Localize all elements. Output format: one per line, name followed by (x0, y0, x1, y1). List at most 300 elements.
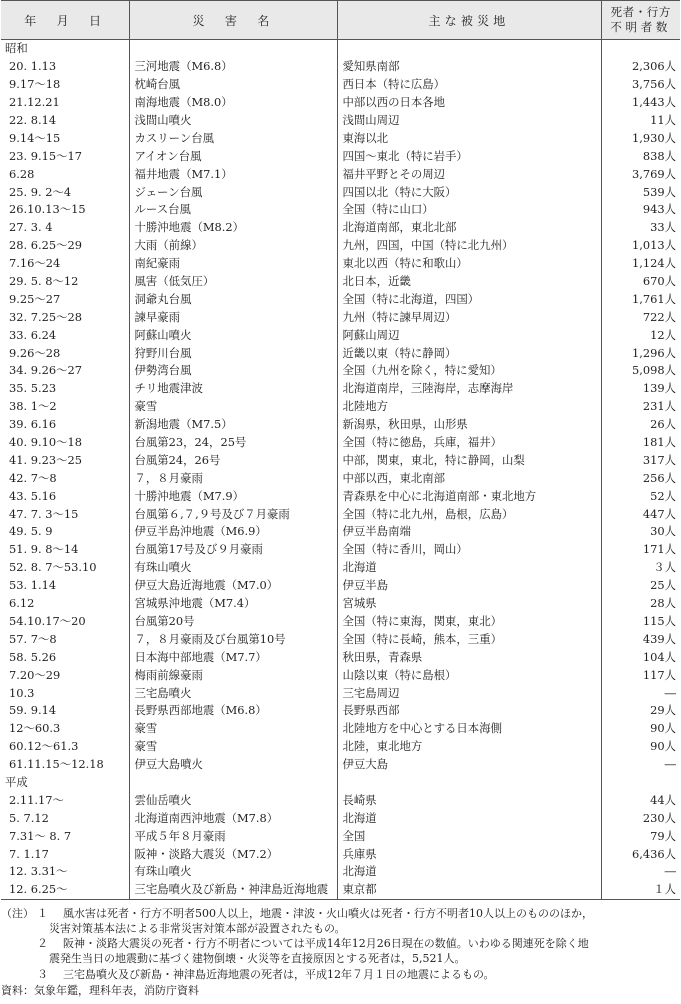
disaster-name-cell-text: 福井地震（M7.1） (134, 166, 233, 181)
affected-area-cell-text: 浅間山周辺 (342, 113, 400, 127)
table-row (1, 76, 680, 94)
affected-area-cell-text: 北海道南部，東北北部 (342, 220, 457, 235)
date-cell (1, 738, 129, 756)
note-line (1, 906, 680, 921)
deaths-cell (601, 58, 680, 76)
date-cell (1, 58, 129, 76)
disaster-name-cell-text: 豪雪 (134, 399, 158, 414)
disaster-name-cell-text: 大雨（前線） (134, 238, 203, 253)
table-row (1, 881, 680, 899)
table-row (1, 183, 680, 201)
deaths-cell (601, 469, 680, 487)
affected-area-cell (337, 201, 601, 219)
affected-area-cell-text: 伊豆大島 (342, 757, 389, 772)
deaths-cell (601, 183, 680, 201)
date-cell (1, 827, 129, 845)
table-row (1, 362, 680, 380)
note-line (1, 936, 680, 951)
era-empty-cell (601, 40, 680, 58)
date-cell-text: 7. 1.17 (9, 846, 49, 861)
deaths-cell-text: 1,013人 (632, 238, 676, 253)
disaster-name-cell-text: 台風第23，24，25号 (134, 435, 247, 450)
affected-area-cell-text: 全国（特に長崎，熊本，三重） (342, 631, 502, 646)
table-row (1, 666, 680, 684)
deaths-cell-text: 171人 (642, 542, 676, 557)
note-number: ２ (37, 937, 48, 951)
table-row (1, 290, 680, 308)
date-cell (1, 791, 129, 809)
affected-area-cell-text: 四国～東北（特に岩手） (342, 148, 468, 163)
disaster-name-cell-text: ジェーン台風 (134, 184, 203, 199)
disaster-name-cell-text: チリ地震津波 (134, 381, 203, 396)
date-cell-text: 21.12.21 (9, 95, 60, 110)
disaster-name-cell (129, 469, 337, 487)
table-row (1, 863, 680, 881)
affected-area-cell (337, 147, 601, 165)
date-cell (1, 881, 129, 899)
source-line: 資料：気象年鑑，理科年表，消防庁資料 (1, 983, 199, 997)
disaster-name-cell (129, 487, 337, 505)
deaths-cell (601, 451, 680, 469)
disaster-name-cell-text: ルース台風 (134, 202, 191, 217)
disaster-name-cell-text: 新潟地震（M7.5） (134, 417, 233, 432)
disaster-name-cell (129, 577, 337, 595)
disaster-name-cell (129, 791, 337, 809)
date-cell (1, 487, 129, 505)
affected-area-cell-text: 中部，関東，東北，特に静岡，山梨 (342, 452, 525, 467)
disaster-name-cell (129, 362, 337, 380)
date-cell-text: 57. 7～8 (9, 631, 57, 646)
disaster-name-cell (129, 58, 337, 76)
disaster-table (1, 0, 680, 900)
deaths-cell-text: 447人 (642, 506, 676, 521)
disaster-name-cell-text: ７，８月豪雨及び台風第10号 (134, 631, 286, 646)
note-line (1, 967, 680, 982)
disaster-name-cell (129, 255, 337, 273)
deaths-cell (601, 129, 680, 147)
note-number-indent (37, 951, 49, 966)
deaths-cell (601, 255, 680, 273)
deaths-cell (601, 684, 680, 702)
affected-area-cell-text: 中部以西の日本各地 (342, 95, 446, 110)
affected-area-cell-text: 近畿以東（特に静岡） (342, 345, 457, 360)
deaths-cell-text: 117人 (642, 667, 676, 682)
disaster-name-cell (129, 237, 337, 255)
disaster-name-cell-text: 洞爺丸台風 (134, 291, 192, 306)
disaster-name-cell (129, 523, 337, 541)
deaths-cell (601, 648, 680, 666)
affected-area-cell-text: 長野県西部 (342, 703, 400, 718)
note-indent (1, 967, 37, 982)
date-cell-text: 7.20～29 (9, 667, 61, 682)
affected-area-cell-text: 長崎県 (342, 792, 377, 807)
table-row (1, 827, 680, 845)
affected-area-cell-text: 青森県を中心に北海道南部・東北地方 (342, 488, 537, 503)
date-cell-text: 35. 5.23 (9, 381, 57, 396)
disaster-table-page (1, 0, 680, 998)
disaster-name-cell (129, 613, 337, 631)
deaths-cell-text: ― (664, 757, 676, 772)
date-cell (1, 451, 129, 469)
date-cell-text: 10.3 (9, 685, 35, 700)
table-row (1, 255, 680, 273)
era-empty-cell (337, 774, 601, 792)
date-cell (1, 344, 129, 362)
date-cell (1, 613, 129, 631)
date-cell-text: 2.11.17～ (9, 792, 64, 807)
deaths-cell (601, 863, 680, 881)
disaster-name-cell (129, 76, 337, 94)
disaster-name-cell-text: アイオン台風 (134, 148, 202, 163)
disaster-name-cell-text: 北海道南西沖地震（M7.8） (134, 810, 279, 825)
note-text: 三宅島噴火及び新島・神津島近海地震の死者は，平成12年７月１日の地震によるもの。 (63, 967, 495, 981)
deaths-cell-text: 1,296人 (632, 345, 676, 360)
disaster-name-cell-text: 台風第20号 (134, 613, 195, 628)
note-text: 阪神・淡路大震災の死者・行方不明者については平成14年12月26日現在の数値。いわゆる関連死を除く地 (63, 937, 589, 951)
affected-area-cell-text: 全国（特に北海道，四国） (342, 291, 480, 306)
disaster-name-cell (129, 112, 337, 130)
date-cell (1, 541, 129, 559)
disaster-name-cell (129, 559, 337, 577)
date-cell (1, 255, 129, 273)
deaths-cell-text: 90人 (650, 721, 676, 736)
note-line (1, 921, 680, 936)
date-cell (1, 720, 129, 738)
affected-area-cell-text: 西日本（特に広島） (342, 77, 446, 92)
affected-area-cell (337, 237, 601, 255)
deaths-cell (601, 416, 680, 434)
deaths-cell (601, 326, 680, 344)
date-cell-text: 12. 6.25～ (9, 882, 68, 897)
disaster-name-cell-text: 浅間山噴火 (134, 113, 192, 127)
disaster-name-cell (129, 201, 337, 219)
deaths-cell-text: 11人 (650, 113, 676, 127)
date-cell (1, 648, 129, 666)
deaths-cell-text: 6,436人 (632, 846, 676, 861)
deaths-cell (601, 380, 680, 398)
disaster-name-cell (129, 398, 337, 416)
era-label: 平成 (5, 774, 28, 789)
affected-area-cell (337, 165, 601, 183)
disaster-name-cell (129, 827, 337, 845)
disaster-name-cell (129, 666, 337, 684)
era-row (1, 774, 680, 792)
header-deaths (601, 1, 680, 40)
disaster-name-cell (129, 219, 337, 237)
affected-area-cell-text: 福井平野とその周辺 (342, 166, 446, 181)
date-cell-text: 40. 9.10～18 (9, 435, 82, 450)
affected-area-cell-text: 愛知県南部 (342, 59, 400, 74)
date-cell-text: 28. 6.25～29 (9, 238, 82, 253)
era-row (1, 40, 680, 58)
affected-area-cell (337, 505, 601, 523)
date-cell-text: 9.17～18 (9, 77, 61, 92)
table-row (1, 613, 680, 631)
disaster-name-cell-text: 台風第17号及び９月豪雨 (134, 542, 263, 557)
date-cell-text: 54.10.17～20 (9, 613, 86, 628)
affected-area-cell-text: 全国（特に山口） (342, 202, 434, 217)
date-cell (1, 94, 129, 112)
notes-section (1, 906, 680, 998)
affected-area-cell (337, 129, 601, 147)
disaster-name-cell-text: 諫早豪雨 (134, 309, 181, 324)
date-cell-text: 6.12 (9, 596, 35, 611)
affected-area-cell-text: 全国（特に東海，関東，東北） (342, 613, 502, 628)
date-cell-text: 27. 3. 4 (9, 220, 53, 235)
date-cell-text: 59. 9.14 (9, 703, 57, 718)
disaster-name-cell-text: 十勝沖地震（M7.9） (134, 488, 245, 503)
table-row (1, 451, 680, 469)
deaths-cell-text: ― (664, 685, 676, 700)
date-cell (1, 809, 129, 827)
affected-area-cell-text: 九州，四国，中国（特に北九州） (342, 238, 514, 253)
affected-area-cell (337, 666, 601, 684)
date-cell-text: 9.25～27 (9, 291, 61, 306)
deaths-cell-text: 5,098人 (632, 363, 676, 378)
affected-area-cell (337, 613, 601, 631)
disaster-name-cell-text: 伊勢湾台風 (134, 363, 192, 378)
date-cell (1, 684, 129, 702)
affected-area-cell (337, 112, 601, 130)
table-row (1, 809, 680, 827)
disaster-name-cell-text: 伊豆半島沖地震（M6.9） (134, 524, 267, 539)
note-indent (1, 921, 37, 936)
deaths-cell-text: 104人 (642, 649, 676, 664)
affected-area-cell (337, 255, 601, 273)
affected-area-cell-text: 九州（特に諫早周辺） (342, 309, 457, 324)
date-cell-text: 7.16～24 (9, 256, 61, 271)
deaths-cell-text: 52人 (650, 488, 676, 503)
table-row (1, 94, 680, 112)
disaster-name-cell-text: 長野県西部地震（M6.8） (134, 703, 267, 718)
date-cell (1, 147, 129, 165)
disaster-name-cell-text: 阪神・淡路大震災（M7.2） (134, 846, 279, 861)
header-affected-area: 主な被災地 (337, 1, 601, 40)
date-cell (1, 201, 129, 219)
affected-area-cell-text: 全国（特に北九州，島根，広島） (342, 506, 514, 521)
table-header-row (1, 1, 680, 40)
deaths-cell-text: 25人 (650, 578, 676, 593)
disaster-name-cell-text: 伊豆大島近海地震（M7.0） (134, 578, 279, 593)
table-row (1, 273, 680, 291)
affected-area-cell (337, 523, 601, 541)
affected-area-cell (337, 58, 601, 76)
deaths-cell-text: 28人 (650, 596, 676, 611)
deaths-cell (601, 720, 680, 738)
date-cell-text: 7.31～ 8. 7 (9, 828, 72, 843)
deaths-cell (601, 630, 680, 648)
deaths-cell-text: 12人 (650, 327, 676, 342)
date-cell (1, 273, 129, 291)
affected-area-cell-text: 山陰以東（特に島根） (342, 667, 457, 682)
deaths-cell (601, 398, 680, 416)
date-cell (1, 237, 129, 255)
deaths-cell (601, 702, 680, 720)
table-row (1, 344, 680, 362)
table-row (1, 523, 680, 541)
date-cell-text: 38. 1～2 (9, 399, 57, 414)
deaths-cell-text: 139人 (642, 381, 676, 396)
disaster-name-cell-text: 平成５年８月豪雨 (134, 828, 226, 843)
notes-label: （注） (1, 906, 34, 920)
disaster-name-cell-text: 枕崎台風 (134, 77, 181, 92)
affected-area-cell-text: 北陸地方を中心とする日本海側 (342, 721, 502, 736)
date-cell (1, 434, 129, 452)
disaster-name-cell (129, 273, 337, 291)
note-text: 風水害は死者・行方不明者500人以上，地震・津波・火山噴火は死者・行方不明者10人以上のもののほか， (63, 906, 593, 920)
deaths-cell (601, 201, 680, 219)
affected-area-cell (337, 344, 601, 362)
date-cell-text: 61.11.15～12.18 (9, 757, 104, 772)
date-cell-text: 53. 1.14 (9, 578, 57, 593)
affected-area-cell-text: 中部以西，東北南部 (342, 470, 446, 485)
deaths-cell (601, 666, 680, 684)
disaster-name-cell-text: 南海地震（M8.0） (134, 95, 233, 110)
table-row (1, 648, 680, 666)
deaths-cell-text: 317人 (642, 452, 676, 467)
table-row (1, 219, 680, 237)
affected-area-cell-text: 北海道南岸，三陸海岸，志摩海岸 (342, 381, 514, 396)
deaths-cell (601, 112, 680, 130)
note-line (1, 951, 680, 966)
date-cell (1, 183, 129, 201)
deaths-cell (601, 219, 680, 237)
disaster-name-cell (129, 94, 337, 112)
date-cell (1, 505, 129, 523)
affected-area-cell (337, 702, 601, 720)
table-row (1, 147, 680, 165)
table-body (1, 40, 680, 900)
affected-area-cell-text: 北海道 (342, 560, 377, 575)
affected-area-cell (337, 380, 601, 398)
table-row (1, 720, 680, 738)
date-cell (1, 326, 129, 344)
affected-area-cell (337, 809, 601, 827)
deaths-cell (601, 308, 680, 326)
note-number: ３ (37, 967, 48, 981)
date-cell-text: 20. 1.13 (9, 59, 57, 74)
date-cell (1, 702, 129, 720)
deaths-cell (601, 434, 680, 452)
date-cell-text: 26.10.13～15 (9, 202, 86, 217)
date-cell-text: 9.26～28 (9, 345, 61, 360)
affected-area-cell (337, 684, 601, 702)
era-empty-cell (129, 774, 337, 792)
table-row (1, 541, 680, 559)
disaster-name-cell (129, 147, 337, 165)
disaster-name-cell-text: 狩野川台風 (134, 345, 192, 360)
deaths-cell-text: 1,443人 (632, 95, 676, 110)
affected-area-cell (337, 273, 601, 291)
deaths-cell-text: 670人 (642, 274, 676, 289)
affected-area-cell (337, 76, 601, 94)
disaster-name-cell (129, 290, 337, 308)
deaths-cell-text: 1,930人 (632, 130, 676, 145)
deaths-cell-text: 230人 (642, 810, 676, 825)
deaths-cell-text: 943人 (642, 202, 676, 217)
affected-area-cell (337, 362, 601, 380)
deaths-cell (601, 791, 680, 809)
disaster-name-cell-text: 阿蘇山噴火 (134, 327, 192, 342)
affected-area-cell-text: 全国 (342, 828, 366, 843)
disaster-name-cell (129, 434, 337, 452)
affected-area-cell (337, 845, 601, 863)
deaths-cell (601, 827, 680, 845)
affected-area-cell (337, 756, 601, 774)
date-cell (1, 165, 129, 183)
deaths-cell-text: 26人 (650, 417, 676, 432)
table-row (1, 129, 680, 147)
disaster-name-cell (129, 380, 337, 398)
deaths-cell (601, 845, 680, 863)
table-row (1, 595, 680, 613)
date-cell (1, 112, 129, 130)
affected-area-cell-text: 兵庫県 (342, 846, 377, 861)
affected-area-cell (337, 308, 601, 326)
table-row (1, 201, 680, 219)
affected-area-cell-text: 北日本，近畿 (342, 274, 411, 289)
disaster-name-cell-text: 梅雨前線豪雨 (134, 667, 203, 682)
affected-area-cell (337, 630, 601, 648)
date-cell (1, 380, 129, 398)
deaths-cell-text: 44人 (650, 792, 676, 807)
affected-area-cell (337, 881, 601, 899)
date-cell-text: 41. 9.23～25 (9, 452, 82, 467)
affected-area-cell (337, 469, 601, 487)
table-row (1, 845, 680, 863)
date-cell-text: 39. 6.16 (9, 417, 57, 432)
date-cell-text: 9.14～15 (9, 130, 61, 145)
affected-area-cell (337, 219, 601, 237)
deaths-cell (601, 237, 680, 255)
disaster-name-cell-text: 宮城県沖地震（M7.4） (134, 596, 256, 611)
date-cell-text: 47. 7. 3～15 (9, 506, 79, 521)
table-row (1, 756, 680, 774)
deaths-cell (601, 290, 680, 308)
affected-area-cell (337, 416, 601, 434)
table-row (1, 326, 680, 344)
disaster-name-cell (129, 505, 337, 523)
disaster-name-cell (129, 595, 337, 613)
affected-area-cell-text: 新潟県，秋田県，山形県 (342, 417, 468, 432)
disaster-name-cell-text: 日本海中部地震（M7.7） (134, 649, 267, 664)
date-cell-text: 52. 8. 7～53.10 (9, 560, 97, 575)
deaths-cell-text: 90人 (650, 739, 676, 754)
era-empty-cell (601, 774, 680, 792)
date-cell (1, 416, 129, 434)
date-cell-text: 42. 7～8 (9, 470, 57, 485)
disaster-name-cell-text: 三河地震（M6.8） (134, 59, 233, 74)
date-cell (1, 398, 129, 416)
affected-area-cell-text: 北陸地方 (342, 399, 389, 414)
note-number-indent (37, 921, 49, 936)
disaster-name-cell-text: 有珠山噴火 (134, 864, 192, 879)
deaths-cell (601, 613, 680, 631)
table-row (1, 505, 680, 523)
affected-area-cell-text: 伊豆半島南端 (342, 524, 411, 539)
disaster-name-cell (129, 863, 337, 881)
disaster-name-cell-text: 台風第24，26号 (134, 452, 221, 467)
disaster-name-cell-text: 十勝沖地震（M8.2） (134, 220, 245, 235)
date-cell-text: 34. 9.26～27 (9, 363, 82, 378)
header-deaths-line1: 死者・行方 (610, 5, 671, 19)
date-cell (1, 577, 129, 595)
disaster-name-cell (129, 630, 337, 648)
disaster-name-cell-text: 雲仙岳噴火 (134, 792, 192, 807)
disaster-name-cell-text: 風害（低気圧） (134, 274, 215, 289)
affected-area-cell-text: 北海道 (342, 810, 377, 825)
date-cell (1, 630, 129, 648)
